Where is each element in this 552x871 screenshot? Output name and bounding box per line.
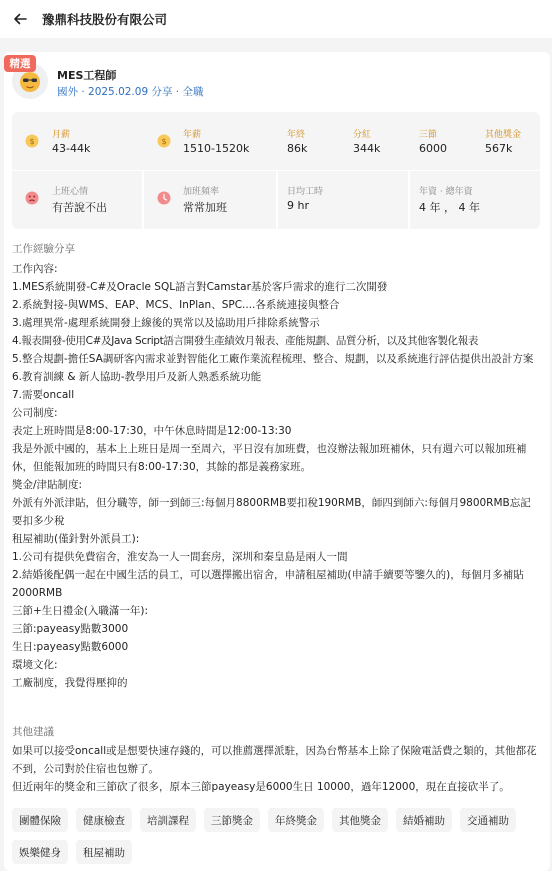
other-suggestions-body bbox=[12, 742, 540, 796]
experience-body bbox=[12, 260, 540, 692]
seniority-label: 年資 · 總年資 bbox=[419, 187, 473, 197]
featured-badge: 精選 bbox=[4, 55, 36, 72]
svg-text:$: $ bbox=[161, 137, 167, 146]
clock-icon bbox=[157, 191, 171, 205]
top-bar bbox=[0, 0, 552, 38]
experience-line: 租屋補助(僅針對外派員工): bbox=[12, 533, 140, 545]
work-mood-label: 上班心情 bbox=[52, 187, 89, 197]
experience-line: 4.報表開發-使用C#及Java Script語言開發生產績效月報表、產能規劃、品質分析，以及其他客製化報表 bbox=[12, 335, 479, 347]
experience-line: 1.MES系統開發-C#及Oracle SQL語言對Camstar基於客戶需求的進行二次開發 bbox=[12, 281, 388, 293]
benefit-tag[interactable]: 三節獎金 bbox=[204, 808, 260, 832]
benefit-tag[interactable]: 健康檢查 bbox=[76, 808, 132, 832]
experience-line: 三節:payeasy點數3000 bbox=[12, 623, 129, 635]
experience-line: 我是外派中國的，基本上上班日是周一至周六，平日沒有加班費，也沒辦法報加班補休，只有週六可以報加班補休，但能報加班的時間只有8:00-17:30，其餘的都是義務家班。 bbox=[12, 443, 527, 473]
benefit-tag[interactable]: 團體保險 bbox=[12, 808, 68, 832]
suggestion-line: 如果可以接受oncall或是想要快速存錢的，可以推薦選擇派駐，因為台幣基本上除了保險電話費之類的，其他都花不到，公司對於住宿也包辦了。 bbox=[12, 745, 537, 775]
experience-line: 1.公司有提供免費宿舍，淮安為一人一間套房，深圳和秦皇島是兩人一間 bbox=[12, 551, 348, 563]
other-suggestions-heading: 其他建議 bbox=[12, 726, 54, 738]
overtime-frequency-label: 加班頻率 bbox=[183, 187, 220, 197]
job-title: MES工程師 bbox=[57, 69, 117, 82]
benefit-tag[interactable]: 培訓課程 bbox=[140, 808, 196, 832]
company-name[interactable]: 豫鼎科技股份有限公司 bbox=[42, 12, 168, 27]
annual-salary-value: 1510-1520k bbox=[183, 142, 250, 155]
year-end-bonus-value: 86k bbox=[287, 142, 308, 155]
benefit-tag[interactable]: 結婚補助 bbox=[396, 808, 452, 832]
dividend-label: 分紅 bbox=[353, 130, 372, 140]
festival-bonus-label: 三節 bbox=[419, 130, 438, 140]
experience-line: 工廠制度，我覺得壓抑的 bbox=[12, 677, 128, 689]
experience-line: 工作內容: bbox=[12, 263, 58, 275]
other-bonus-value: 567k bbox=[485, 142, 513, 155]
experience-line: 三節+生日禮金(入職滿一年): bbox=[12, 605, 149, 617]
experience-line: 生日:payeasy點數6000 bbox=[12, 641, 129, 653]
stats-divider bbox=[408, 170, 410, 229]
experience-line: 公司制度: bbox=[12, 407, 58, 419]
svg-text:$: $ bbox=[29, 137, 35, 146]
experience-line: 6.教育訓練 & 新人協助-教學用戶及新人熟悉系統功能 bbox=[12, 371, 262, 383]
experience-line: 獎金/津貼制度: bbox=[12, 479, 83, 491]
work-mood-value: 有苦說不出 bbox=[52, 201, 107, 214]
benefit-tag[interactable]: 交通補助 bbox=[460, 808, 516, 832]
suggestion-line: 但近兩年的獎金和三節砍了很多，原本三節payeasy是6000生日 10000，過年12000，現在直接砍半了。 bbox=[12, 781, 510, 793]
experience-line: 表定上班時間是8:00-17:30，中午休息時間是12:00-13:30 bbox=[12, 425, 292, 437]
experience-line: 2.結婚後配偶一起在中國生活的員工，可以選擇搬出宿舍，申請租屋補助(申請手續要等鑒久的)，每個月多補貼2000RMB bbox=[12, 569, 524, 599]
experience-line: 5.整合規劃-擔任SA調研客內需求並對智能化工廠作業流程梳理、整合、規劃，以及系統進行評估提供出設計方案 bbox=[12, 353, 534, 365]
benefit-tag[interactable]: 娛樂健身 bbox=[12, 840, 68, 864]
daily-hours-value: 9 hr bbox=[287, 199, 309, 212]
monthly-salary-value: 43-44k bbox=[52, 142, 91, 155]
benefit-tag[interactable]: 其他獎金 bbox=[332, 808, 388, 832]
other-bonus-label: 其他獎金 bbox=[485, 130, 522, 140]
daily-hours-label: 日均工時 bbox=[287, 187, 324, 197]
monthly-salary-label: 月薪 bbox=[52, 130, 71, 140]
coin-icon bbox=[25, 134, 39, 148]
annual-salary-label: 年薪 bbox=[183, 130, 202, 140]
benefit-tag[interactable]: 租屋補助 bbox=[76, 840, 132, 864]
stats-divider bbox=[276, 170, 278, 229]
dividend-value: 344k bbox=[353, 142, 381, 155]
experience-line: 2.系統對接-與WMS、EAP、MCS、InPlan、SPC....各系統連接與整合 bbox=[12, 299, 340, 311]
experience-heading: 工作經驗分享 bbox=[12, 243, 75, 255]
experience-line: 外派有外派津貼，但分職等，師一到師三:每個月8800RMB要扣稅190RMB，師四到師六:每個月9800RMB忘記要扣多少稅 bbox=[12, 497, 531, 527]
sad-face-icon bbox=[25, 191, 39, 205]
back-arrow-icon[interactable] bbox=[12, 11, 28, 27]
experience-line: 7.需要oncall bbox=[12, 389, 75, 401]
experience-line: 環境文化: bbox=[12, 659, 58, 671]
seniority-value: 4 年 ， 4 年 bbox=[419, 201, 480, 214]
year-end-bonus-label: 年終 bbox=[287, 130, 306, 140]
experience-line: 3.處理異常-處理系統開發上線後的異常以及協助用戶排除系統警示 bbox=[12, 317, 320, 329]
coin-icon bbox=[157, 134, 171, 148]
benefit-tag[interactable]: 年終獎金 bbox=[268, 808, 324, 832]
stats-divider bbox=[142, 170, 144, 229]
overtime-frequency-value: 常常加班 bbox=[183, 201, 227, 214]
festival-bonus-value: 6000 bbox=[419, 142, 447, 155]
job-meta: 國外 · 2025.02.09 分享 · 全職 bbox=[57, 86, 204, 98]
